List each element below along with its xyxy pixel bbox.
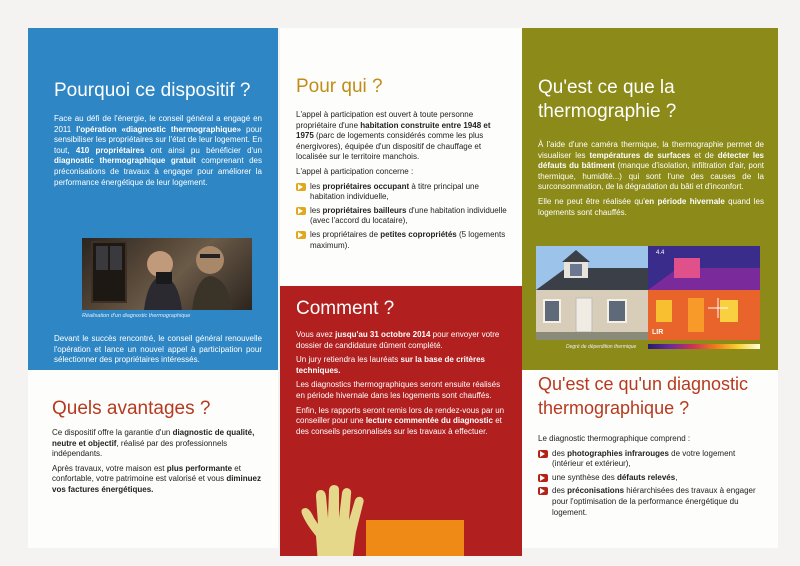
diagnostic-photo	[82, 238, 252, 310]
diagnostic-body: Le diagnostic thermographique comprend : des photographies infrarouges de votre logement (intérieur et extérieur), une synthèse des défauts relevés, des préconisations hiérarchisées des travaux à engager pour l'optimisation de la performance énergétique du logement.	[538, 434, 768, 521]
section-title-comment: Comment ?	[296, 298, 395, 319]
thermal-image	[648, 246, 760, 340]
avantages-body: Ce dispositif offre la garantie d'un diagnostic de qualité, neutre et objectif, réalisé par des professionnels indépendants. Après travaux, votre maison est plus performante et confortable, votre patrimoine est valorisé et vous diminuez vos factures énergétiques.	[52, 428, 261, 494]
arrow-bullet-icon	[538, 474, 548, 482]
decorative-orange-block	[366, 520, 464, 556]
arrow-bullet-icon	[538, 487, 548, 495]
temperature-readout: 4.4	[656, 250, 665, 256]
pour-qui-body: L'appel à participation est ouvert à toute personne propriétaire d'une habitation construite entre 1948 et 1975 (parc de logements considérés comme les plus énergivores), équipée d'un dispositif de chauffage et localisée sur le territoire manchois. L'appel à participation concerne : les propriétaires occupant à titre principal une habitation individuelle, les propriétaires bailleurs d'une habitation individuelle (avec l'accord du locataire), les propriétaires de petites copropriétés (5 logements maximum).	[296, 110, 507, 250]
panel-pourquoi	[28, 28, 278, 370]
arrow-bullet-icon	[296, 207, 306, 215]
pourquoi-paragraph-1: Face au défi de l'énergie, le conseil général a engagé en 2011 l'opération «diagnostic thermographique» pour sensibiliser les propriétaires sur l'état de leur logement. En tout, 410 propriétaires ont ainsi pu bénéficier d'un diagnostic thermographique gratuit comprenant des préconisations de travaux à engager pour améliorer la performance énergétique de leur logement.	[54, 114, 262, 187]
pour-qui-list	[296, 182, 508, 252]
photo-caption: Réalisation d'un diagnostic thermographique	[82, 313, 191, 319]
diagnostic-list	[538, 449, 768, 519]
section-title-diagnostic: Qu'est ce qu'un diagnostic thermographique ?	[538, 374, 749, 418]
section-title-thermographie: Qu'est ce que la thermographie ?	[538, 77, 677, 122]
arrow-bullet-icon	[296, 183, 306, 191]
list-item: les propriétaires bailleurs d'une habitation individuelle (avec l'accord du locataire),	[296, 206, 508, 227]
panel-diagnostic	[522, 370, 778, 548]
panel-comment	[280, 286, 522, 556]
thermographie-body: À l'aide d'une caméra thermique, la thermographie permet de visualiser les températures de surfaces et de détecter les défauts du bâtiment (manque d'isolation, infiltration d'air, pont thermique, humidité...) qui sont l'une des causes de la surconsommation, de la dégradation du bâti et d'inconfort. Elle ne peut être réalisée qu'en période hivernale quand les logements sont chauffés.	[538, 140, 764, 217]
house-photo	[536, 246, 648, 340]
section-title-avantages: Quels avantages ?	[52, 398, 211, 419]
list-item: des préconisations hiérarchisées des travaux à engager pour l'optimisation de la performance énergétique du logement.	[538, 486, 768, 518]
panel-thermographie	[522, 28, 778, 370]
lir-label: LIR	[652, 329, 664, 336]
pourquoi-paragraph-2: Devant le succès rencontré, le conseil général renouvelle l'opération et lance un nouvel appel à participation pour sélectionner des propriétaires intéressés.	[54, 334, 262, 365]
hand-icon	[298, 484, 372, 556]
comment-body: Vous avez jusqu'au 31 octobre 2014 pour envoyer votre dossier de candidature dûment complété. Un jury retiendra les lauréats sur la base de critères techniques. Les diagnostics thermographiques seront ensuite réalisés en période hivernale dans les logements sont chauffés. Enfin, les rapports seront remis lors de rendez-vous par un conseiller pour une lecture commentée du diagnostic et des conseils personnalisés sur les travaux à effectuer.	[296, 330, 505, 436]
panel-pour-qui	[280, 28, 522, 286]
list-item: les propriétaires occupant à titre principal une habitation individuelle,	[296, 182, 508, 203]
thermal-color-scale	[648, 344, 760, 349]
list-item: les propriétaires de petites copropriétés (5 logements maximum).	[296, 230, 508, 251]
arrow-bullet-icon	[296, 231, 306, 239]
thermal-caption: Degré de déperdition thermique	[566, 344, 637, 350]
arrow-bullet-icon	[538, 450, 548, 458]
list-item: une synthèse des défauts relevés,	[538, 473, 768, 484]
list-item: des photographies infrarouges de votre logement (intérieur et extérieur),	[538, 449, 768, 470]
panel-avantages	[28, 370, 278, 548]
section-title-pourquoi: Pourquoi ce dispositif ?	[54, 80, 251, 101]
section-title-pour-qui: Pour qui ?	[296, 76, 383, 97]
